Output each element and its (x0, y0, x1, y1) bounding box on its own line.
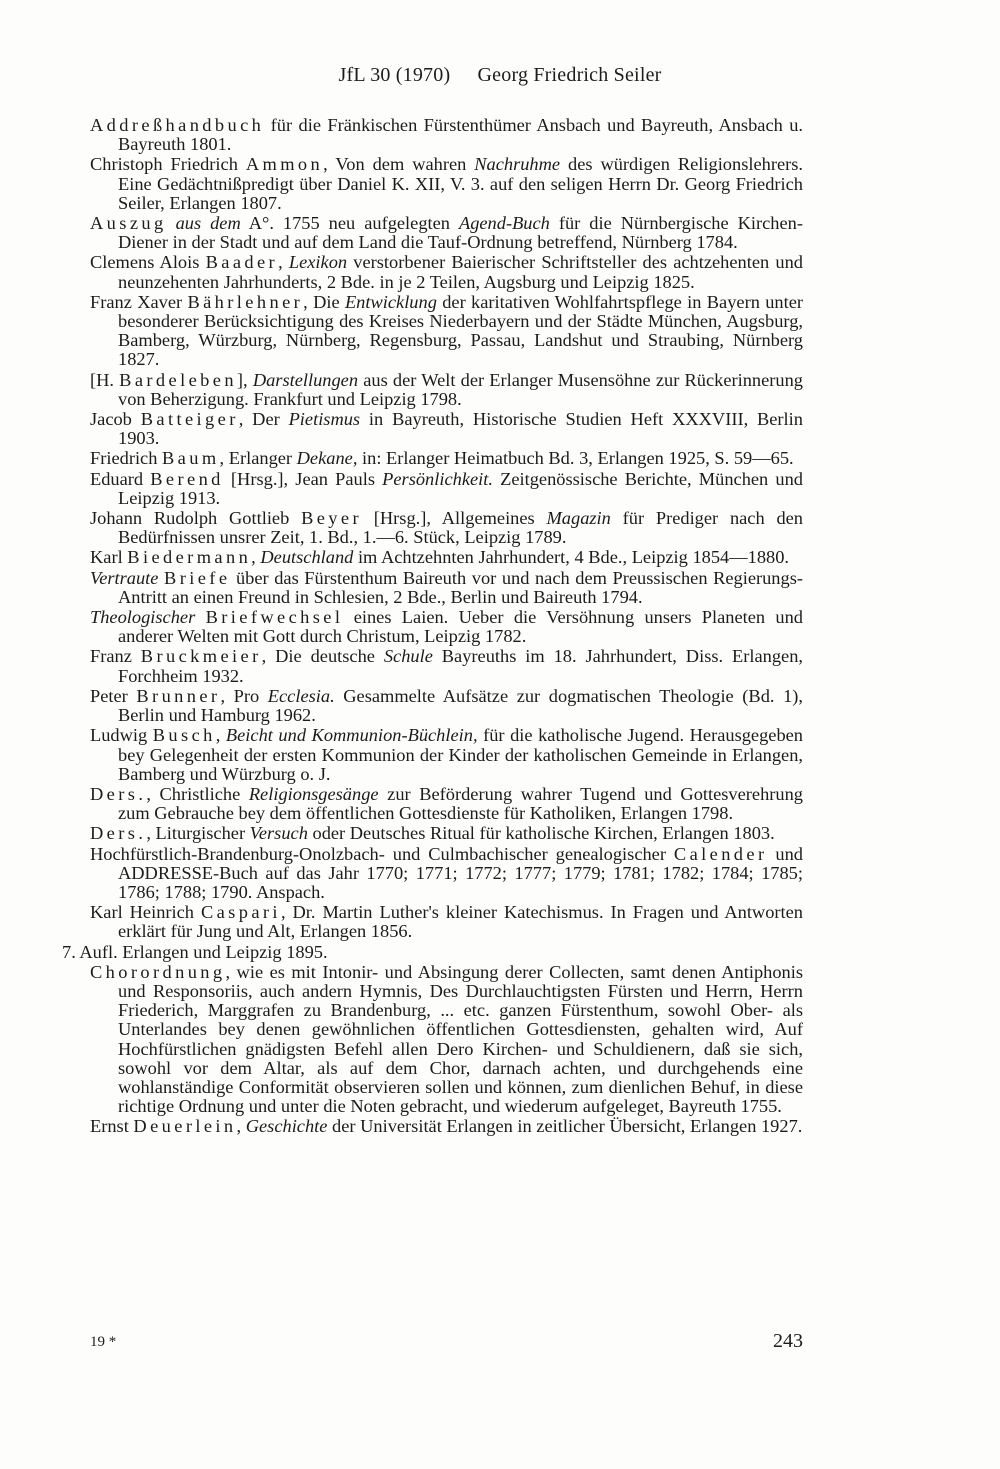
entry-author: Bruckmeier (140, 646, 262, 667)
entry-text: Bayreuths im 18. Jahrhundert, Diss. Erlangen, Forchheim 1932. (118, 646, 803, 686)
entry-text: , (251, 547, 261, 568)
entry-text: , (236, 1116, 246, 1137)
entry-text: A°. 1755 neu aufgelegten (240, 213, 459, 234)
entry-text: Karl Heinrich (90, 902, 201, 923)
entry-text: und ADDRESSE-Buch auf das Jahr 1770; 1771; 1772; 1777; 1779; 1781; 1782; 1784; 1785; 1786; 1788; 1790. Anspach. (118, 843, 804, 902)
entry-author: Ammon (245, 154, 324, 175)
entry-text: Zeitgenössische Berichte, München und Leipzig 1913. (118, 468, 803, 508)
bibliography-entry (90, 824, 803, 843)
entry-text: [Hrsg.], Jean Pauls (223, 468, 383, 489)
entry-text: [H. (90, 369, 120, 390)
entry-keyword: Versuch (249, 823, 308, 844)
entry-keyword: Vertraute (90, 567, 159, 588)
bibliography-entry (90, 687, 803, 725)
entry-author: Berend (150, 468, 224, 489)
entry-text: eines Laien. Ueber die Versöhnung unsers Planeten und anderer Welten mit Gott durch Christum, Leipzig 1782. (118, 607, 803, 647)
entry-author: Beyer (301, 508, 362, 529)
bibliography-entry (90, 449, 803, 468)
entry-text: , Erlanger (219, 448, 297, 469)
running-header (0, 64, 1000, 87)
entry-text: Gesammelte Aufsätze zur dogmatischen Theologie (Bd. 1), Berlin und Hamburg 1962. (118, 685, 803, 726)
bibliography-entry (90, 293, 803, 370)
bibliography-entry (90, 785, 803, 823)
entry-author: Calender (673, 843, 768, 864)
entry-author: Brunner (136, 685, 221, 706)
entry-author: Auszug (90, 213, 167, 234)
entry-text: Johann Rudolph Gottlieb (90, 508, 302, 529)
entry-keyword: Beicht und Kommunion-Büchlein, (225, 725, 478, 746)
bibliography-entry (90, 214, 803, 252)
entry-author: Deuerlein (133, 1116, 237, 1137)
entry-text (167, 213, 176, 233)
entry-text: , wie es mit Intonir- und Absingung derer Collecten, samt denen Antiphonis und Responsoriis, auch andern Hymnis, Des Durchlauchtigsten Fürsten und Herrn, Herrn Friederich, Marggrafen zu Brandenburg, ... etc. ganzen Fürstenthum, sowohl Ober- als Unterlandes bey denen gewöhnlichen öffentlichen Gottesdiensten, gehalten wird, Auf Hochfürstlichen gnädigsten Befehl allen Dero Kirchen- und Schuldienern, daß sie sich, sowohl vor dem Altar, als auf dem Chor, darnach achten, und durchgehends eine wohlanständige Conformität observieren sollen und können, zum dienlichen Behuf, in diese richtige Ordnung und unter die Noten gebracht, und wiederum aufgeleget, Bayreuth 1755. (118, 961, 803, 1117)
entry-author: Bährlehner (187, 291, 304, 312)
bibliography-list (62, 115, 804, 1138)
entry-keyword: Darstellungen (252, 369, 359, 390)
bibliography-entry (90, 1117, 803, 1136)
bibliography-entry (90, 116, 803, 154)
entry-author: Baum (162, 448, 220, 469)
entry-author: Briefe (164, 567, 231, 588)
entry-text: , (215, 725, 226, 746)
entry-text: zur Beförderung wahrer Tugend und Gottesverehrung zum Gebrauche bey dem öffentlichen Gottesdienste für Katholiken, Erlangen 1798. (118, 783, 803, 824)
entry-keyword: Magazin (546, 508, 611, 529)
entry-text: über das Fürstenthum Baireuth vor und nach dem Preussischen Regierungs-Antritt an einen Freund in Schlesien, 2 Bde., Berlin und Baireuth 1794. (118, 567, 803, 607)
entry-text: , Von dem wahren (323, 154, 475, 175)
entry-keyword: aus dem (175, 213, 241, 234)
bibliography-entry (90, 253, 803, 291)
entry-keyword: Theologischer (90, 607, 196, 628)
entry-text: Christoph Friedrich (90, 154, 246, 175)
entry-keyword: Schule (383, 646, 433, 667)
bibliography-entry (90, 903, 803, 941)
entry-text: für die Nürnbergische Kirchen-Diener in der Stadt und auf dem Land die Tauf-Ordnung betreffend, Nürnberg 1784. (118, 213, 803, 253)
entry-text: Karl (90, 547, 128, 568)
entry-text: für die katholische Jugend. Herausgegeben bey Gelegenheit der ersten Kommunion der Kinder der katholischen Gemeinde in Erlangen, Bamberg und Würzburg o. J. (118, 725, 803, 784)
entry-author: Busch (152, 725, 216, 746)
entry-text: Jacob (90, 409, 141, 430)
entry-text: , Liturgischer (146, 823, 250, 844)
entry-keyword: Nachruhme (474, 154, 561, 175)
entry-keyword: Lexikon (288, 252, 348, 273)
entry-author: Batteiger (140, 409, 239, 430)
bibliography-entry (90, 845, 803, 903)
bibliography-entry (90, 470, 803, 508)
entry-keyword: Entwicklung (344, 291, 437, 312)
entry-text: Franz (90, 646, 141, 667)
entry-text: , Die (303, 291, 345, 312)
entry-text: für die Fränkischen Fürstenthümer Ansbach und Bayreuth, Ansbach u. Bayreuth 1801. (118, 115, 803, 155)
bibliography-entry (90, 509, 803, 547)
bibliography-entry (90, 963, 803, 1117)
entry-text: im Achtzehnten Jahrhundert, 4 Bde., Leipzig 1854—1880. (353, 547, 790, 568)
entry-author: Bardeleben (119, 369, 237, 390)
entry-author: Briefwechsel (205, 607, 344, 628)
entry-text: Ludwig (90, 725, 153, 746)
entry-keyword: Religionsgesänge (248, 783, 379, 804)
entry-text: der Universität Erlangen in zeitlicher Übersicht, Erlangen 1927. (327, 1116, 803, 1137)
entry-text (195, 607, 205, 627)
entry-text: des würdigen Religionslehrers. Eine Gedächtnißpredigt über Daniel K. XII, V. 3. auf den seligen Herrn Dr. Georg Friedrich Seiler, Erlangen 1807. (118, 154, 803, 213)
entry-author: Addreßhandbuch (90, 115, 265, 135)
entry-text: Friedrich (90, 448, 163, 469)
bibliography-entry (90, 155, 803, 213)
entry-text: Peter (90, 685, 137, 706)
entry-keyword: Geschichte (245, 1116, 328, 1137)
bibliography-entry (90, 569, 803, 607)
entry-text: , Dr. Martin Luther's kleiner Katechismus. In Fragen und Antworten erklärt für Jung und Alt, Erlangen 1856. (118, 902, 803, 942)
entry-text: Franz Xaver (90, 291, 188, 312)
entry-keyword: Agend-Buch (458, 213, 550, 234)
entry-keyword: Dekane, (296, 448, 358, 469)
entry-text: in: Erlanger Heimatbuch Bd. 3, Erlangen 1925, S. 59—65. (357, 448, 794, 469)
entry-text: der karitativen Wohlfahrtspflege in Bayern unter besonderer Berücksichtigung des Kreises Niederbayern und der Städte München, Augsburg, Bamberg, Würzburg, Nürnberg, Regensburg, Passau, Landshut und Straubing, Nürnberg 1827. (118, 291, 803, 370)
entry-keyword: Deutschland (260, 547, 354, 568)
entry-text: , Christliche (146, 783, 249, 804)
entry-keyword: Pietismus (288, 409, 361, 430)
entry-author: Ders. (90, 823, 147, 844)
entry-text: oder Deutsches Ritual für katholische Kirchen, Erlangen 1803. (307, 823, 775, 844)
entry-text: , (278, 252, 289, 273)
journal-citation: JfL 30 (1970) (338, 64, 451, 86)
entry-author: Biedermann (127, 547, 252, 568)
article-title: Georg Friedrich Seiler (477, 64, 662, 86)
entry-text: für Prediger nach den Bedürfnissen unsrer Zeit, 1. Bd., 1.—6. Stück, Leipzig 1789. (118, 508, 803, 548)
bibliography-entry (90, 726, 803, 784)
entry-keyword: Persönlichkeit. (382, 468, 493, 489)
entry-text: verstorbener Baierischer Schriftsteller des achtzehenten und neunzehenten Jahrhunderts, 2 Bde. in je 2 Teilen, Augsburg und Leipzig 1825. (118, 252, 803, 292)
entry-text: , Die deutsche (261, 646, 384, 667)
entry-text: [Hrsg.], Allgemeines (362, 508, 547, 529)
entry-text: ], (236, 369, 253, 390)
entry-author: Baader (205, 252, 279, 273)
entry-text: 7. Aufl. Erlangen und Leipzig 1895. (62, 941, 328, 962)
entry-text: Eduard (90, 468, 151, 489)
bibliography-entry (90, 647, 803, 685)
entry-text: in Bayreuth, Historische Studien Heft XXXVIII, Berlin 1903. (118, 409, 803, 449)
entry-author: Chorordnung (90, 961, 226, 982)
entry-author: Ders. (90, 783, 147, 804)
bibliography-entry (90, 608, 803, 646)
entry-text: aus der Welt der Erlanger Musensöhne zur Rückerinnerung von Beherzigung. Frankfurt und Leipzig 1798. (118, 369, 803, 409)
bibliography-entry (90, 371, 803, 409)
entry-text: Ernst (90, 1116, 134, 1137)
page-number: 243 (773, 1330, 803, 1352)
bibliography-entry (62, 941, 803, 962)
signature-mark: 19 * (90, 1334, 117, 1350)
bibliography-entry (90, 548, 803, 567)
entry-text: Clemens Alois (90, 252, 206, 273)
entry-text: , Pro (220, 685, 268, 706)
entry-text: , Der (238, 409, 289, 430)
entry-author: Caspari (200, 902, 281, 923)
entry-text: Hochfürstlich-Brandenburg-Onolzbach- und Culmbachischer genealogischer (90, 843, 674, 864)
entry-keyword: Ecclesia. (267, 685, 335, 706)
bibliography-entry (90, 410, 803, 448)
